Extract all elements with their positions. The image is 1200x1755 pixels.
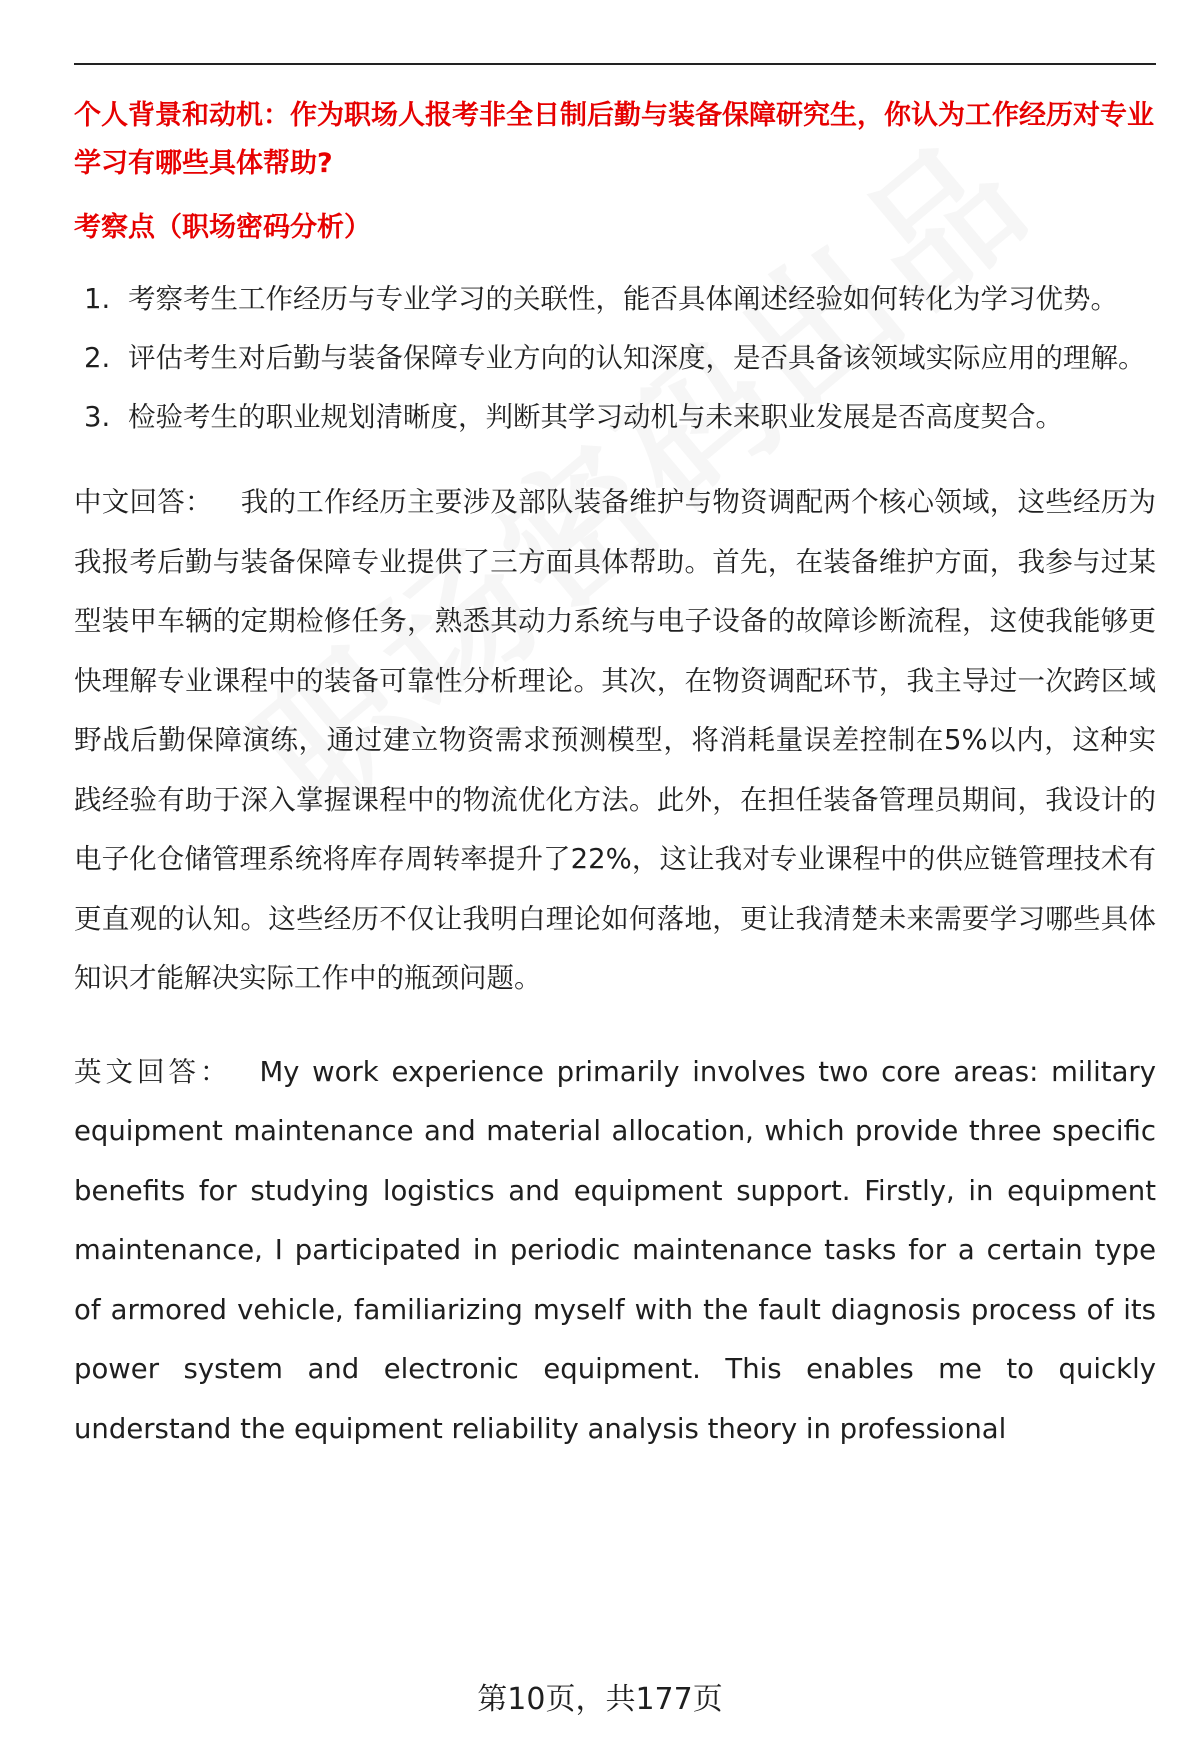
assessment-points-list bbox=[74, 270, 1156, 447]
question-heading: 个人背景和动机：作为职场人报考非全日制后勤与装备保障研究生，你认为工作经历对专业学习有哪些具体帮助? bbox=[74, 100, 1154, 179]
list-item-text: 考察考生工作经历与专业学习的关联性，能否具体阐述经验如何转化为学习优势。 bbox=[128, 283, 1118, 315]
chinese-answer-text: 我的工作经历主要涉及部队装备维护与物资调配两个核心领域，这些经历为我报考后勤与装备保障专业提供了三方面具体帮助。首先，在装备维护方面，我参与过某型装甲车辆的定期检修任务，熟悉其动力系统与电子设备的故障诊断流程，这使我能够更快理解专业课程中的装备可靠性分析理论。其次，在物资调配环节，我主导过一次跨区域野战后勤保障演练，通过建立物资需求预测模型，将消耗量误差控制在5%以内，这种实践经验有助于深入掌握课程中的物流优化方法。此外，在担任装备管理员期间，我设计的电子化仓储管理系统将库存周转率提升了22%，这让我对专业课程中的供应链管理技术有更直观的认知。这些经历不仅让我明白理论如何落地，更让我清楚未来需要学习哪些具体知识才能解决实际工作中的瓶颈问题。 bbox=[74, 486, 1156, 994]
list-item bbox=[74, 270, 1156, 329]
list-item bbox=[74, 388, 1156, 447]
english-answer-text: My work experience primarily involves two core areas: military equipment maintenance and material allocation, which provide three specific benefits for studying logistics and equipment support. Firstly, in equipment maintenance, I participated in periodic maintenance tasks for a certain type of armored vehicle, familiarizing myself with the fault diagnosis process of its power system and electronic equipment. This enables me to quickly understand the equipment reliability analysis theory in professional bbox=[74, 1055, 1157, 1445]
list-item bbox=[74, 329, 1156, 388]
chinese-answer bbox=[74, 473, 1156, 1009]
page-content bbox=[74, 92, 1156, 1459]
section-title: 考察点（职场密码分析） bbox=[74, 212, 371, 243]
list-item-text: 检验考生的职业规划清晰度，判断其学习动机与未来职业发展是否高度契合。 bbox=[128, 401, 1063, 433]
english-answer bbox=[74, 1043, 1156, 1460]
page-number: 第10页，共177页 bbox=[477, 1682, 723, 1717]
english-answer-label: 英文回答： bbox=[74, 1055, 232, 1088]
list-item-text: 评估考生对后勤与装备保障专业方向的认知深度，是否具备该领域实际应用的理解。 bbox=[128, 342, 1146, 374]
list-item-number: 2. bbox=[84, 342, 111, 374]
top-divider bbox=[74, 63, 1156, 65]
chinese-answer-label: 中文回答： bbox=[74, 486, 213, 518]
list-item-number: 3. bbox=[84, 401, 111, 433]
list-item-number: 1. bbox=[84, 283, 111, 315]
